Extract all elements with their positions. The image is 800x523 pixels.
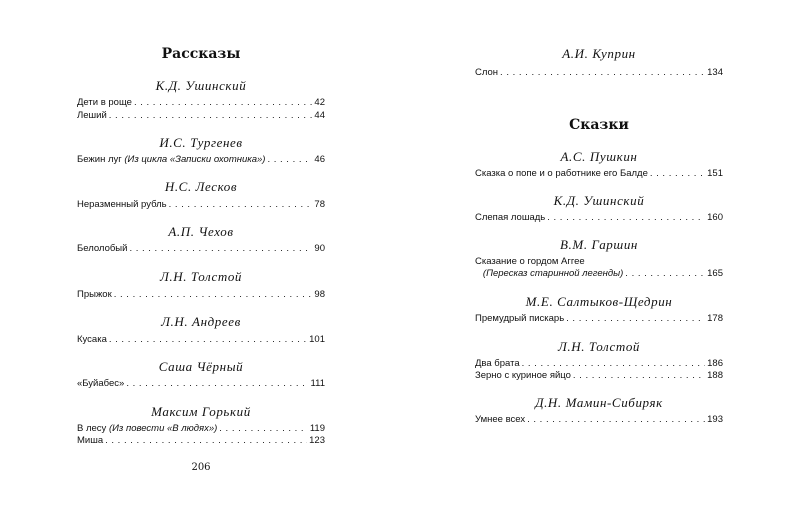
leader-dots xyxy=(527,414,705,426)
toc-entry[interactable] xyxy=(77,334,325,346)
toc-entry[interactable] xyxy=(475,168,723,180)
entry-page: 90 xyxy=(314,243,325,254)
author-heading: А.С. Пушкин xyxy=(560,149,638,164)
entry-title: Слепая лошадь xyxy=(475,212,546,223)
toc-entry[interactable] xyxy=(77,435,325,447)
entry-page: 186 xyxy=(707,358,723,369)
author-heading: Л.Н. Толстой xyxy=(557,339,641,354)
entry-title: Белолобый xyxy=(77,243,128,254)
entry-page: 119 xyxy=(309,423,325,434)
entry-title: «Буйабес» xyxy=(77,378,125,389)
author-heading: В.М. Гаршин xyxy=(560,237,638,252)
leader-dots xyxy=(650,168,705,180)
toc-entry[interactable] xyxy=(77,199,325,211)
toc-entry[interactable] xyxy=(77,97,325,109)
leader-dots xyxy=(109,110,313,122)
leader-dots xyxy=(134,97,312,109)
entry-page: 165 xyxy=(707,268,723,279)
leader-dots xyxy=(547,212,705,224)
entry-title: Дети в роще xyxy=(77,97,132,108)
toc-entry[interactable] xyxy=(77,154,325,166)
entry-title: Слон xyxy=(475,67,499,78)
entry-title: Премудрый пискарь xyxy=(475,313,565,324)
toc-entry[interactable] xyxy=(475,268,723,280)
author-heading: М.Е. Салтыков-Щедрин xyxy=(525,294,673,309)
author-heading: А.П. Чехов xyxy=(168,224,234,239)
toc-entry[interactable] xyxy=(475,313,723,325)
entry-subtitle: (Пересказ старинной легенды) xyxy=(482,268,624,279)
leader-dots xyxy=(566,313,705,325)
leader-dots xyxy=(522,358,706,370)
toc-entry[interactable] xyxy=(475,212,723,224)
entry-page: 46 xyxy=(314,154,325,165)
entry-title: Бежин луг (Из цикла «Записки охотника») xyxy=(77,154,266,165)
entry-title: Леший xyxy=(77,110,107,121)
author-heading: Н.С. Лесков xyxy=(164,179,238,194)
entry-title: Неразменный рубль xyxy=(77,199,167,210)
entry-title: Сказка о попе и о работнике его Балде xyxy=(475,168,648,179)
toc-entry[interactable] xyxy=(475,370,723,382)
toc-entry[interactable] xyxy=(475,414,723,426)
entry-title: В лесу (Из повести «В людях») xyxy=(77,423,218,434)
leader-dots xyxy=(500,67,705,79)
entry-page: 193 xyxy=(707,414,723,425)
author-heading: Д.Н. Мамин-Сибиряк xyxy=(535,395,663,410)
entry-page: 98 xyxy=(314,289,325,300)
entry-page: 151 xyxy=(707,168,723,179)
entry-title: Миша xyxy=(77,435,104,446)
entry-subtitle: (Из повести «В людях») xyxy=(108,423,218,434)
author-heading: Л.Н. Толстой xyxy=(159,269,243,284)
author-heading: К.Д. Ушинский xyxy=(155,78,247,93)
leader-dots xyxy=(625,268,705,280)
entry-title: Два брата xyxy=(475,358,520,369)
leader-dots xyxy=(129,243,312,255)
entry-page: 134 xyxy=(707,67,723,78)
toc-entry[interactable] xyxy=(475,358,723,370)
toc-entry[interactable] xyxy=(77,243,325,255)
author-heading: А.И. Куприн xyxy=(562,46,636,61)
entry-title: Кусака xyxy=(77,334,107,345)
entry-page: 78 xyxy=(314,199,325,210)
section-title-stories: Рассказы xyxy=(161,46,241,62)
author-heading: К.Д. Ушинский xyxy=(553,193,645,208)
toc-entry[interactable] xyxy=(77,289,325,301)
author-heading: Саша Чёрный xyxy=(158,359,244,374)
entry-title: Умнее всех xyxy=(475,414,526,425)
leader-dots xyxy=(114,289,313,301)
leader-dots xyxy=(105,435,307,447)
entry-page: 123 xyxy=(309,435,325,446)
toc-entry[interactable] xyxy=(475,67,723,79)
leader-dots xyxy=(109,334,307,346)
leader-dots xyxy=(267,154,312,166)
page-number: 206 xyxy=(191,462,211,473)
entry-page: 188 xyxy=(707,370,723,381)
toc-entry[interactable] xyxy=(77,423,325,435)
leader-dots xyxy=(573,370,705,382)
author-heading: И.С. Тургенев xyxy=(159,135,243,150)
entry-page: 160 xyxy=(707,212,723,223)
leader-dots xyxy=(126,378,308,390)
section-title-tales: Сказки xyxy=(569,117,629,133)
entry-page: 111 xyxy=(310,378,325,389)
entry-page: 44 xyxy=(314,110,325,121)
author-heading: Л.Н. Андреев xyxy=(161,314,241,329)
author-heading: Максим Горький xyxy=(151,404,251,419)
leader-dots xyxy=(219,423,308,435)
entry-title[interactable]: Сказание о гордом Аггее xyxy=(475,256,585,267)
entry-title: Зерно с куриное яйцо xyxy=(475,370,571,381)
entry-page: 178 xyxy=(707,313,723,324)
toc-entry[interactable] xyxy=(77,378,325,390)
toc-entry[interactable] xyxy=(77,110,325,122)
entry-page: 42 xyxy=(314,97,325,108)
entry-subtitle: (Из цикла «Записки охотника») xyxy=(124,154,266,165)
entry-title: Прыжок xyxy=(77,289,112,300)
leader-dots xyxy=(169,199,313,211)
entry-page: 101 xyxy=(309,334,325,345)
